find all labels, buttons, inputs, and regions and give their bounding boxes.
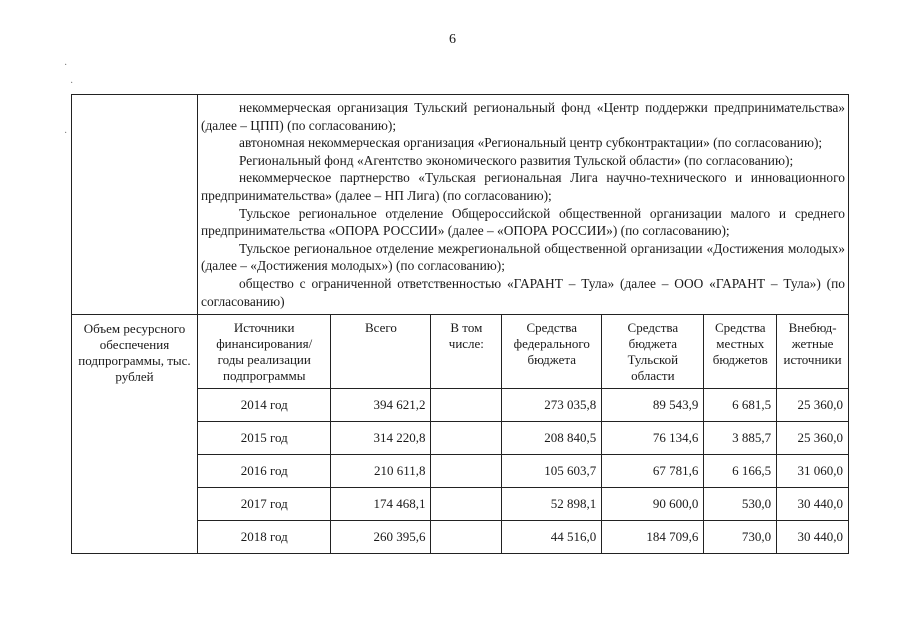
year-cell: 2017 год — [198, 488, 331, 521]
funding-table — [198, 315, 848, 553]
year-cell: 2016 год — [198, 455, 331, 488]
header-including: В том числе: — [431, 315, 502, 389]
total-cell: 174 468,1 — [331, 488, 431, 521]
federal-cell: 273 035,8 — [502, 389, 602, 422]
regional-cell: 89 543,9 — [602, 389, 704, 422]
table-row — [198, 455, 848, 488]
header-source: Источники финансирования/ годы реализации подпрограммы — [198, 315, 331, 389]
regional-cell: 67 781,6 — [602, 455, 704, 488]
year-cell: 2014 год — [198, 389, 331, 422]
org-text: инновационного предпринимательства» (далее – НП Лига) (по согласованию); — [201, 170, 845, 203]
org-item — [201, 169, 845, 204]
total-cell: 210 611,8 — [331, 455, 431, 488]
org-text: среднего предпринимательства «ОПОРА РОССИИ» (далее – «ОПОРА РОССИИ») (по согласованию); — [201, 205, 845, 239]
org-item — [201, 134, 845, 152]
org-text: молодых» (далее – «Достижения молодых») (по согласованию); — [201, 240, 845, 274]
org-item — [201, 152, 845, 170]
org-text: некоммерческая организация Тульский региональный фонд «Центр поддержки — [239, 100, 708, 115]
table-row — [198, 389, 848, 422]
including-cell — [431, 455, 502, 488]
org-text: автономная некоммерческая организация «Региональный центр субконтрактации» — [239, 135, 710, 151]
funding-header-row — [198, 315, 848, 389]
federal-cell: 208 840,5 — [502, 422, 602, 455]
header-regional: Средства бюджета Тульской области — [602, 315, 704, 389]
header-total: Всего — [331, 315, 431, 389]
local-cell: 530,0 — [704, 488, 777, 521]
org-item — [201, 240, 845, 275]
header-extrabudgetary: Внебюд-жетные источники — [777, 315, 848, 389]
page-number: 6 — [449, 32, 456, 47]
org-text: некоммерческое партнерство «Тульская региональная Лига научно-технического и — [239, 170, 743, 186]
org-text: общество с ограниченной ответственностью «ГАРАНТ – Тула» (далее – ООО «ГАРАНТ – — [239, 275, 778, 291]
program-table — [71, 94, 849, 554]
extrabudgetary-cell: 31 060,0 — [777, 455, 848, 488]
table-row — [198, 422, 848, 455]
local-cell: 6 166,5 — [704, 455, 777, 488]
org-item — [201, 205, 845, 240]
org-item — [201, 99, 845, 134]
scan-mark: · — [64, 128, 68, 139]
extrabudgetary-cell: 30 440,0 — [777, 521, 848, 554]
total-cell: 314 220,8 — [331, 422, 431, 455]
year-cell: 2015 год — [198, 422, 331, 455]
federal-cell: 105 603,7 — [502, 455, 602, 488]
regional-cell: 90 600,0 — [602, 488, 704, 521]
regional-cell: 184 709,6 — [602, 521, 704, 554]
funding-label: Объем ресурсного обеспечения подпрограммы, тыс. рублей — [72, 315, 198, 554]
federal-cell: 44 516,0 — [502, 521, 602, 554]
total-cell: 394 621,2 — [331, 389, 431, 422]
total-cell: 260 395,6 — [331, 521, 431, 554]
local-cell: 730,0 — [704, 521, 777, 554]
year-cell: 2018 год — [198, 521, 331, 554]
table-row — [198, 521, 848, 554]
org-text: (по согласованию); — [713, 135, 823, 151]
regional-cell: 76 134,6 — [602, 422, 704, 455]
scan-mark: · — [64, 60, 68, 71]
header-local: Средства местных бюджетов — [704, 315, 777, 389]
participants-row — [72, 95, 849, 315]
org-text: предпринимательства» (далее – ЦПП) (по согласованию); — [201, 100, 845, 133]
participants-label-cell — [72, 95, 198, 315]
org-text: Тульское региональное отделение Общероссийской общественной организации малого и — [239, 205, 787, 221]
scan-mark: · — [70, 78, 74, 89]
extrabudgetary-cell: 25 360,0 — [777, 389, 848, 422]
federal-cell: 52 898,1 — [502, 488, 602, 521]
org-text: (по согласованию); — [684, 152, 794, 168]
local-cell: 6 681,5 — [704, 389, 777, 422]
including-cell — [431, 488, 502, 521]
org-item — [201, 275, 845, 310]
extrabudgetary-cell: 25 360,0 — [777, 422, 848, 455]
org-text: Тульское региональное отделение межрегиональной общественной организации «Достижения — [239, 240, 784, 256]
org-text: Региональный фонд «Агентство экономического развития Тульской области» — [239, 152, 681, 168]
including-cell — [431, 422, 502, 455]
including-cell — [431, 389, 502, 422]
participants-cell — [198, 95, 849, 315]
header-federal: Средства федерального бюджета — [502, 315, 602, 389]
funding-row — [72, 315, 849, 554]
org-text: Тула») (по согласованию) — [201, 275, 845, 309]
table-row — [198, 488, 848, 521]
local-cell: 3 885,7 — [704, 422, 777, 455]
including-cell — [431, 521, 502, 554]
extrabudgetary-cell: 30 440,0 — [777, 488, 848, 521]
funding-cell — [198, 315, 849, 554]
